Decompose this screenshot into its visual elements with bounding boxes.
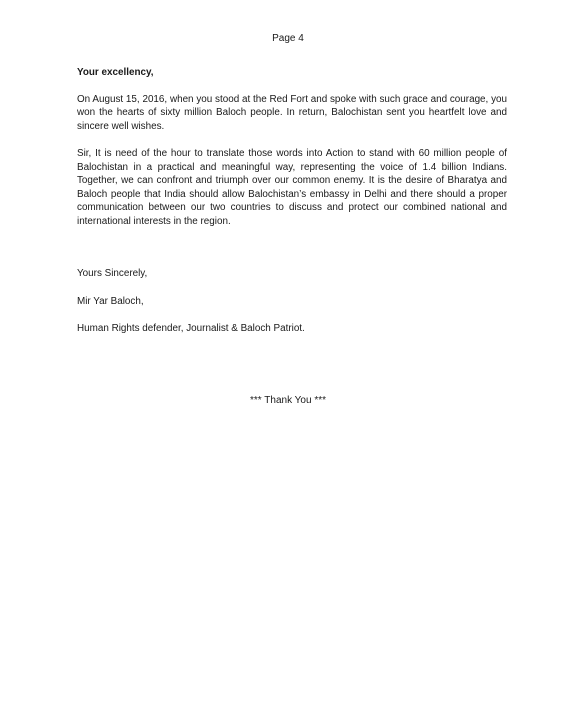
valediction: Yours Sincerely,	[77, 268, 148, 279]
paragraph-red-fort: On August 15, 2016, when you stood at the Red Fort and spoke with such grace and courage, you won the hearts of sixty million Baloch people. In return, Balochistan sent you heartfelt love and sincere well wishes.	[77, 93, 507, 132]
signatory-title: Human Rights defender, Journalist & Baloch Patriot.	[77, 323, 305, 334]
letter-body	[77, 66, 507, 350]
signatory-name: Mir Yar Baloch,	[77, 295, 144, 307]
thank-you-note: *** Thank You ***	[250, 395, 326, 406]
paragraph-call-to-action: Sir, It is need of the hour to translate those words into Action to stand with 60 million people of Balochistan in a practical and meaningful way, representing the voice of 1.4 billion Indians. Together, we can confront and triumph over our common enemy. It is the desire of Bharatya and Baloch people that India should allow Balochistan’s embassy in Delhi and there should a proper communication between our two countries to discuss and protect our combined national and international interests in the region.	[77, 148, 507, 227]
page-number: Page 4	[272, 33, 304, 44]
salutation: Your excellency,	[77, 67, 154, 78]
closing-block	[77, 267, 507, 336]
